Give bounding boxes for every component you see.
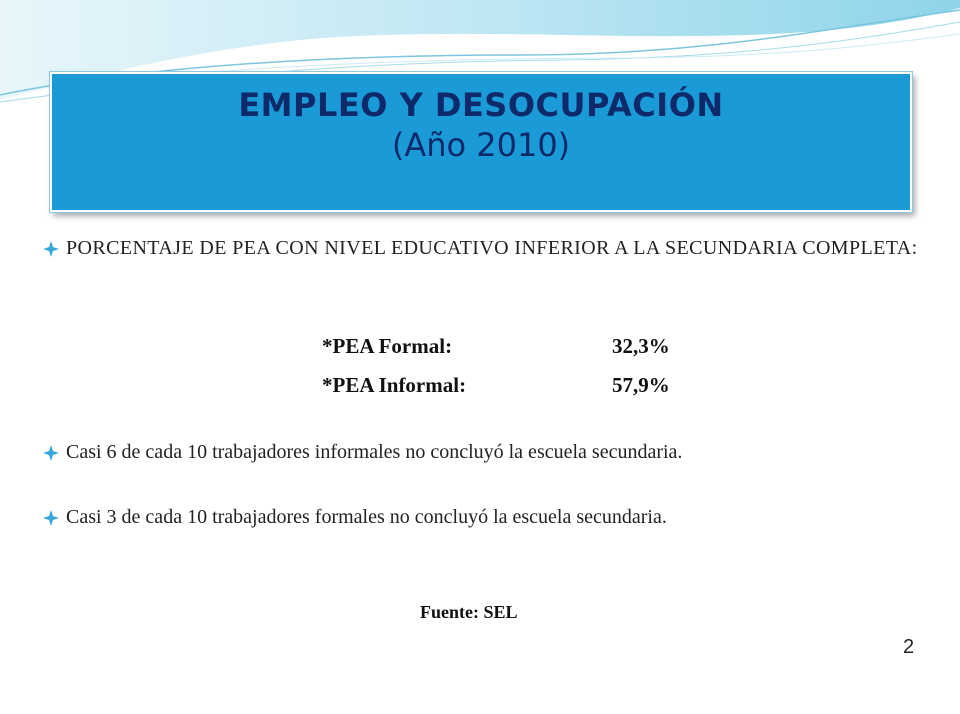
slide-title: EMPLEO Y DESOCUPACIÓN — [238, 86, 724, 124]
title-box — [50, 72, 912, 212]
slide-subtitle: (Año 2010) — [391, 126, 571, 164]
bullet-item-1 — [42, 236, 920, 261]
stat-label: *PEA Formal: — [322, 334, 453, 358]
bullet-item-3 — [42, 505, 920, 530]
bullet-text-2: Casi 6 de cada 10 trabajadores informales no concluyó la escuela secundaria. — [66, 441, 683, 463]
stat-label: *PEA Informal: — [322, 373, 467, 397]
stat-value: 32,3% — [612, 334, 670, 358]
bullet-item-2 — [42, 440, 920, 465]
bullet-text-1: PORCENTAJE DE PEA CON NIVEL EDUCATIVO INFERIOR A LA SECUNDARIA COMPLETA: — [66, 237, 918, 259]
diamond-bullet-icon — [42, 444, 60, 462]
diamond-bullet-icon — [42, 509, 60, 527]
stat-row-informal — [322, 373, 670, 398]
stat-value: 57,9% — [612, 373, 670, 397]
diamond-bullet-icon — [42, 240, 60, 258]
bullet-text-3: Casi 3 de cada 10 trabajadores formales no concluyó la escuela secundaria. — [66, 506, 667, 528]
stat-row-formal — [322, 334, 670, 359]
source-note: Fuente: SEL — [420, 602, 518, 622]
page-number: 2 — [903, 636, 915, 658]
